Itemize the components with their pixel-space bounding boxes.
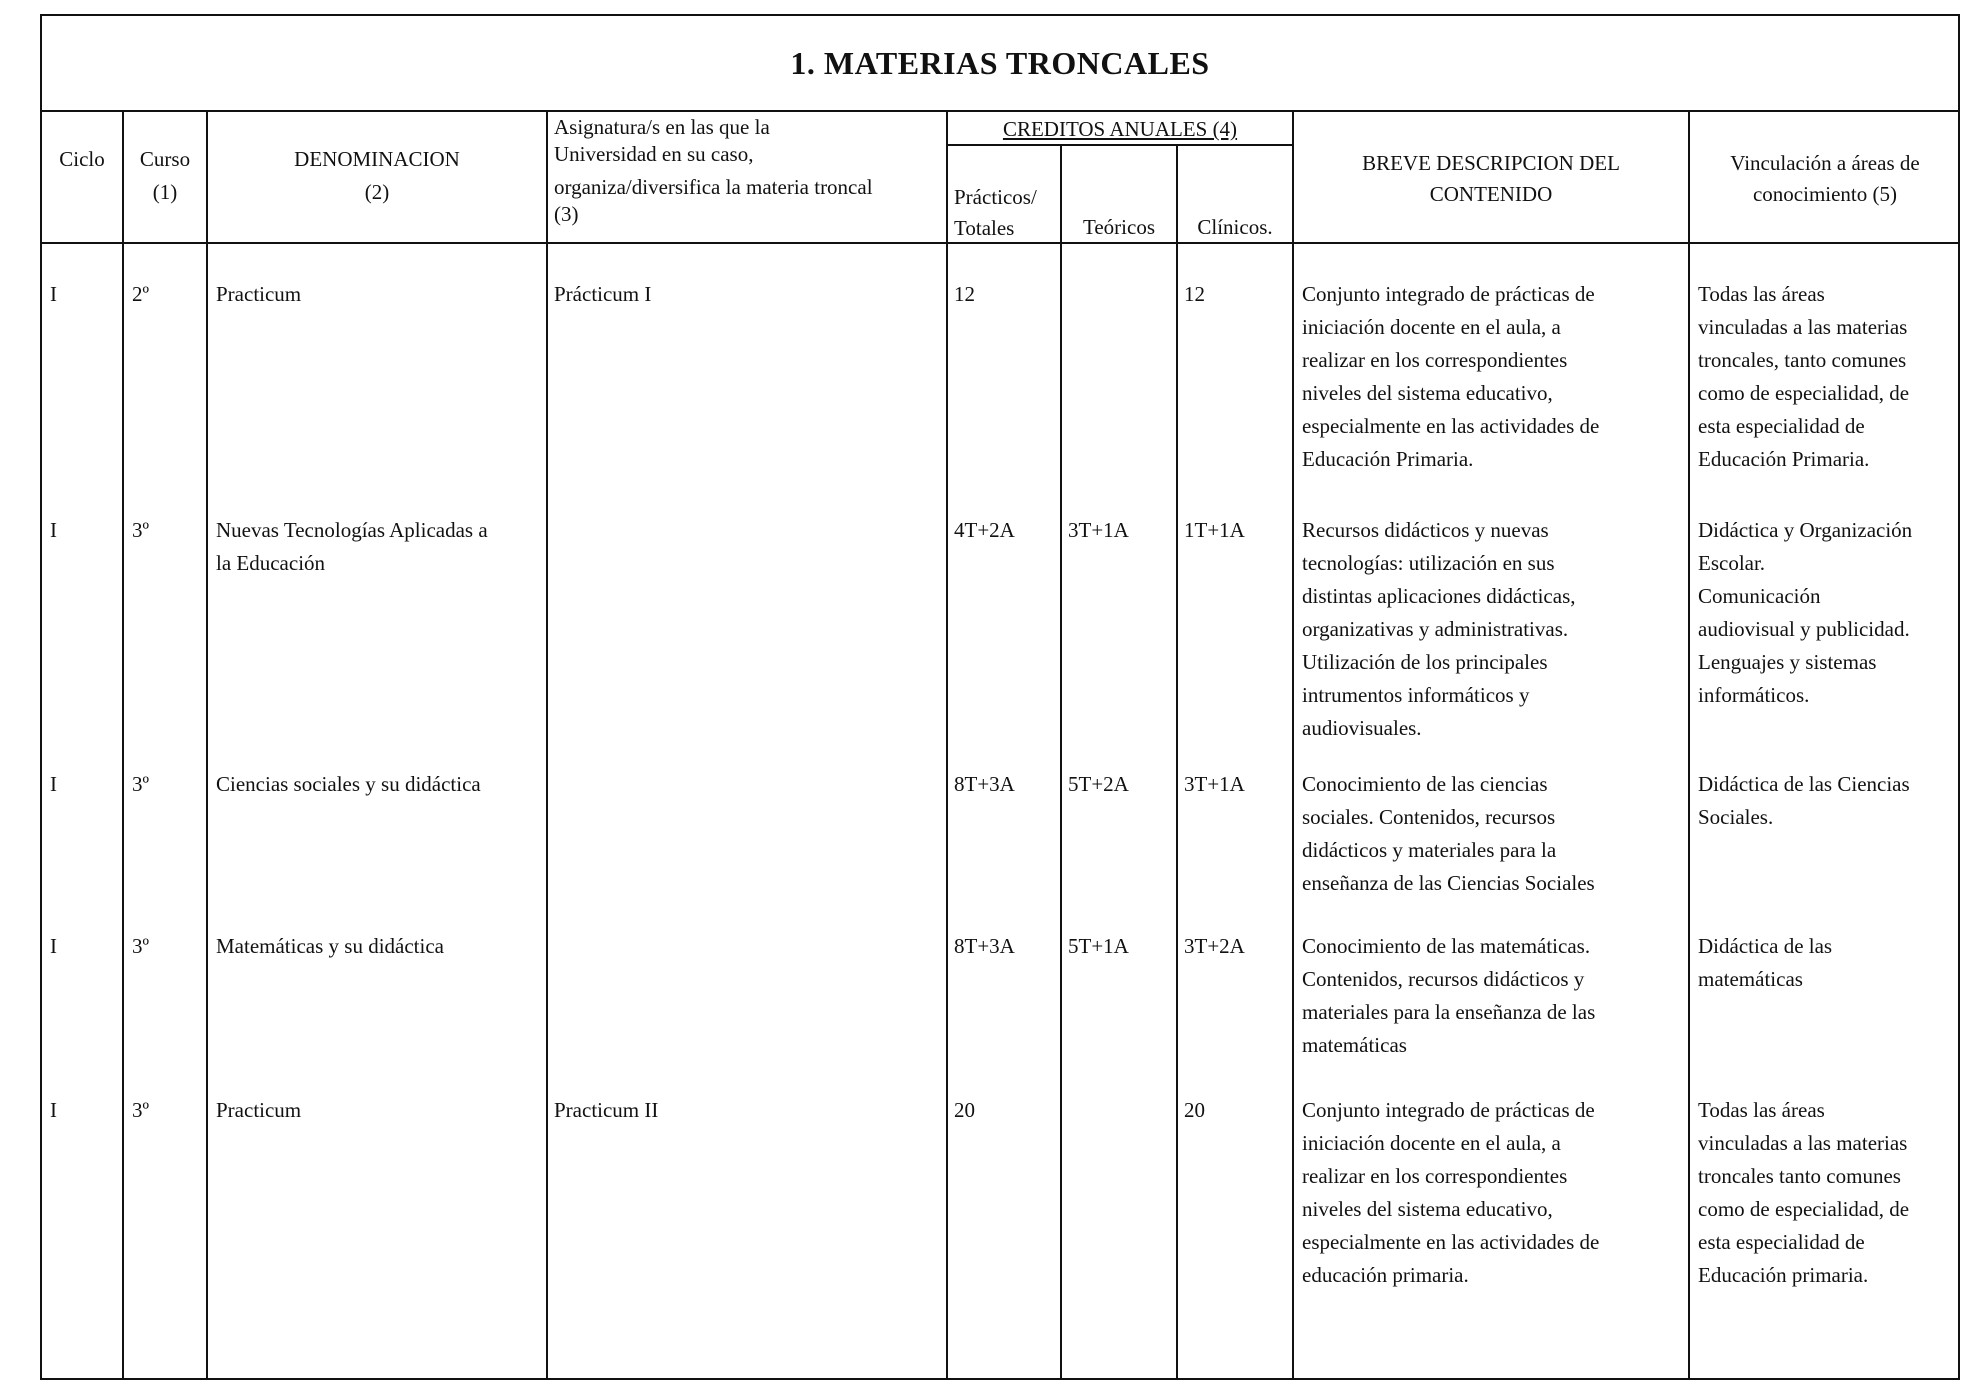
cell-curso: 3º [132,772,150,796]
col-rule [546,110,548,1378]
header-denominacion-note: (2) [364,180,390,204]
col-rule [1060,144,1062,1378]
cell-descripcion: audiovisuales. [1302,716,1422,740]
creditos-rule [946,144,1292,146]
page-title: 1. MATERIAS TRONCALES [42,16,1958,112]
header-creditos: CREDITOS ANUALES (4) [1002,117,1238,141]
cell-descripcion: matemáticas [1302,1033,1407,1057]
document-table [40,14,1960,1380]
cell-descripcion: niveles del sistema educativo, [1302,381,1553,405]
cell-vinculacion: vinculadas a las materias [1698,1131,1908,1155]
cell-descripcion: enseñanza de las Ciencias Sociales [1302,871,1595,895]
cell-descripcion: Conocimiento de las ciencias [1302,772,1548,796]
cell-vinculacion: Comunicación [1698,584,1821,608]
cell-ciclo: I [50,772,57,796]
cell-vinculacion: como de especialidad, de [1698,1197,1910,1221]
cell-practicos: 20 [954,1098,975,1122]
cell-vinculacion: Educación primaria. [1698,1263,1869,1287]
cell-practicos: 8T+3A [954,772,1015,796]
cell-teoricos: 5T+1A [1068,934,1129,958]
cell-practicos: 12 [954,282,975,306]
cell-curso: 2º [132,282,150,306]
cell-curso: 3º [132,934,150,958]
cell-ciclo: I [50,934,57,958]
cell-vinculacion: esta especialidad de [1698,1230,1865,1254]
cell-clinicos: 12 [1184,282,1205,306]
cell-descripcion: distintas aplicaciones didácticas, [1302,584,1576,608]
header-asignatura-line: (3) [554,202,579,226]
cell-descripcion: iniciación docente en el aula, a [1302,1131,1561,1155]
cell-clinicos: 20 [1184,1098,1205,1122]
header-asignatura-line: Asignatura/s en las que la [554,115,770,139]
cell-vinculacion: esta especialidad de [1698,414,1865,438]
cell-teoricos: 5T+2A [1068,772,1129,796]
header-teoricos: Teóricos [1082,215,1155,239]
header-descripcion-line: BREVE DESCRIPCION DEL [1362,151,1620,175]
cell-denominacion: Ciencias sociales y su didáctica [216,772,481,796]
cell-descripcion: niveles del sistema educativo, [1302,1197,1553,1221]
cell-vinculacion: audiovisual y publicidad. [1698,617,1910,641]
header-practicos-line: Prácticos/ [954,185,1037,209]
col-rule [1292,110,1294,1378]
cell-descripcion: educación primaria. [1302,1263,1469,1287]
cell-vinculacion: troncales tanto comunes [1698,1164,1901,1188]
header-descripcion-line: CONTENIDO [1429,182,1553,206]
cell-descripcion: especialmente en las actividades de [1302,414,1600,438]
header-ciclo: Ciclo [59,147,105,171]
col-rule [946,110,948,1378]
cell-vinculacion: como de especialidad, de [1698,381,1910,405]
header-curso-label: Curso [139,147,191,171]
cell-descripcion: realizar en los correspondientes [1302,1164,1568,1188]
header-vinculacion-line: Vinculación a áreas de [1730,151,1920,175]
col-rule [206,110,208,1378]
cell-descripcion: Educación Primaria. [1302,447,1474,471]
cell-practicos: 4T+2A [954,518,1015,542]
cell-ciclo: I [50,1098,57,1122]
cell-descripcion: Conjunto integrado de prácticas de [1302,282,1595,306]
cell-descripcion: organizativas y administrativas. [1302,617,1569,641]
cell-vinculacion: Didáctica de las Ciencias [1698,772,1910,796]
cell-vinculacion: Educación Primaria. [1698,447,1870,471]
cell-vinculacion: Escolar. [1698,551,1766,575]
header-curso [124,146,206,206]
cell-clinicos: 3T+1A [1184,772,1245,796]
header-asignatura [554,114,946,228]
cell-descripcion: realizar en los correspondientes [1302,348,1568,372]
header-clinicos: Clínicos. [1197,215,1273,239]
cell-descripcion: intrumentos informáticos y [1302,683,1530,707]
cell-denominacion: Practicum [216,282,302,306]
cell-vinculacion: Todas las áreas [1698,1098,1825,1122]
cell-ciclo: I [50,518,57,542]
col-rule [122,110,124,1378]
cell-vinculacion: Didáctica y Organización [1698,518,1913,542]
header-vinculacion-line: conocimiento (5) [1752,182,1898,206]
cell-vinculacion: matemáticas [1698,967,1803,991]
cell-curso: 3º [132,518,150,542]
cell-denominacion: la Educación [216,551,326,575]
header-practicos-line: Totales [954,216,1015,240]
cell-descripcion: especialmente en las actividades de [1302,1230,1600,1254]
header-asignatura-line: Universidad en su caso, [554,142,754,166]
cell-descripcion: tecnologías: utilización en sus [1302,551,1555,575]
header-curso-note: (1) [152,180,178,204]
header-vinculacion [1690,150,1960,208]
cell-clinicos: 3T+2A [1184,934,1245,958]
cell-vinculacion: Didáctica de las [1698,934,1833,958]
cell-vinculacion: Sociales. [1698,805,1774,829]
cell-denominacion: Practicum [216,1098,302,1122]
cell-clinicos: 1T+1A [1184,518,1245,542]
cell-teoricos: 3T+1A [1068,518,1129,542]
cell-descripcion: Utilización de los principales [1302,650,1548,674]
col-rule [1176,144,1178,1378]
cell-denominacion: Nuevas Tecnologías Aplicadas a [216,518,488,542]
cell-descripcion: iniciación docente en el aula, a [1302,315,1561,339]
cell-descripcion: Conocimiento de las matemáticas. [1302,934,1591,958]
col-rule [1688,110,1690,1378]
cell-vinculacion: vinculadas a las materias [1698,315,1908,339]
header-denominacion [208,146,546,206]
header-practicos [954,184,1058,242]
cell-descripcion: Recursos didácticos y nuevas [1302,518,1549,542]
cell-curso: 3º [132,1098,150,1122]
header-asignatura-line: organiza/diversifica la materia troncal [554,175,873,199]
cell-practicos: 8T+3A [954,934,1015,958]
cell-denominacion: Matemáticas y su didáctica [216,934,444,958]
cell-asignatura: Practicum II [554,1098,659,1122]
cell-descripcion: materiales para la enseñanza de las [1302,1000,1596,1024]
header-denominacion-label: DENOMINACION [294,147,460,171]
cell-descripcion: didácticos y materiales para la [1302,838,1557,862]
header-descripcion [1294,150,1688,208]
cell-descripcion: sociales. Contenidos, recursos [1302,805,1556,829]
cell-asignatura: Prácticum I [554,282,652,306]
cell-vinculacion: troncales, tanto comunes [1698,348,1907,372]
cell-vinculacion: Lenguajes y sistemas [1698,650,1877,674]
cell-vinculacion: informáticos. [1698,683,1810,707]
cell-vinculacion: Todas las áreas [1698,282,1825,306]
cell-ciclo: I [50,282,57,306]
cell-descripcion: Conjunto integrado de prácticas de [1302,1098,1595,1122]
header-bottom-rule [42,242,1958,244]
cell-descripcion: Contenidos, recursos didácticos y [1302,967,1585,991]
